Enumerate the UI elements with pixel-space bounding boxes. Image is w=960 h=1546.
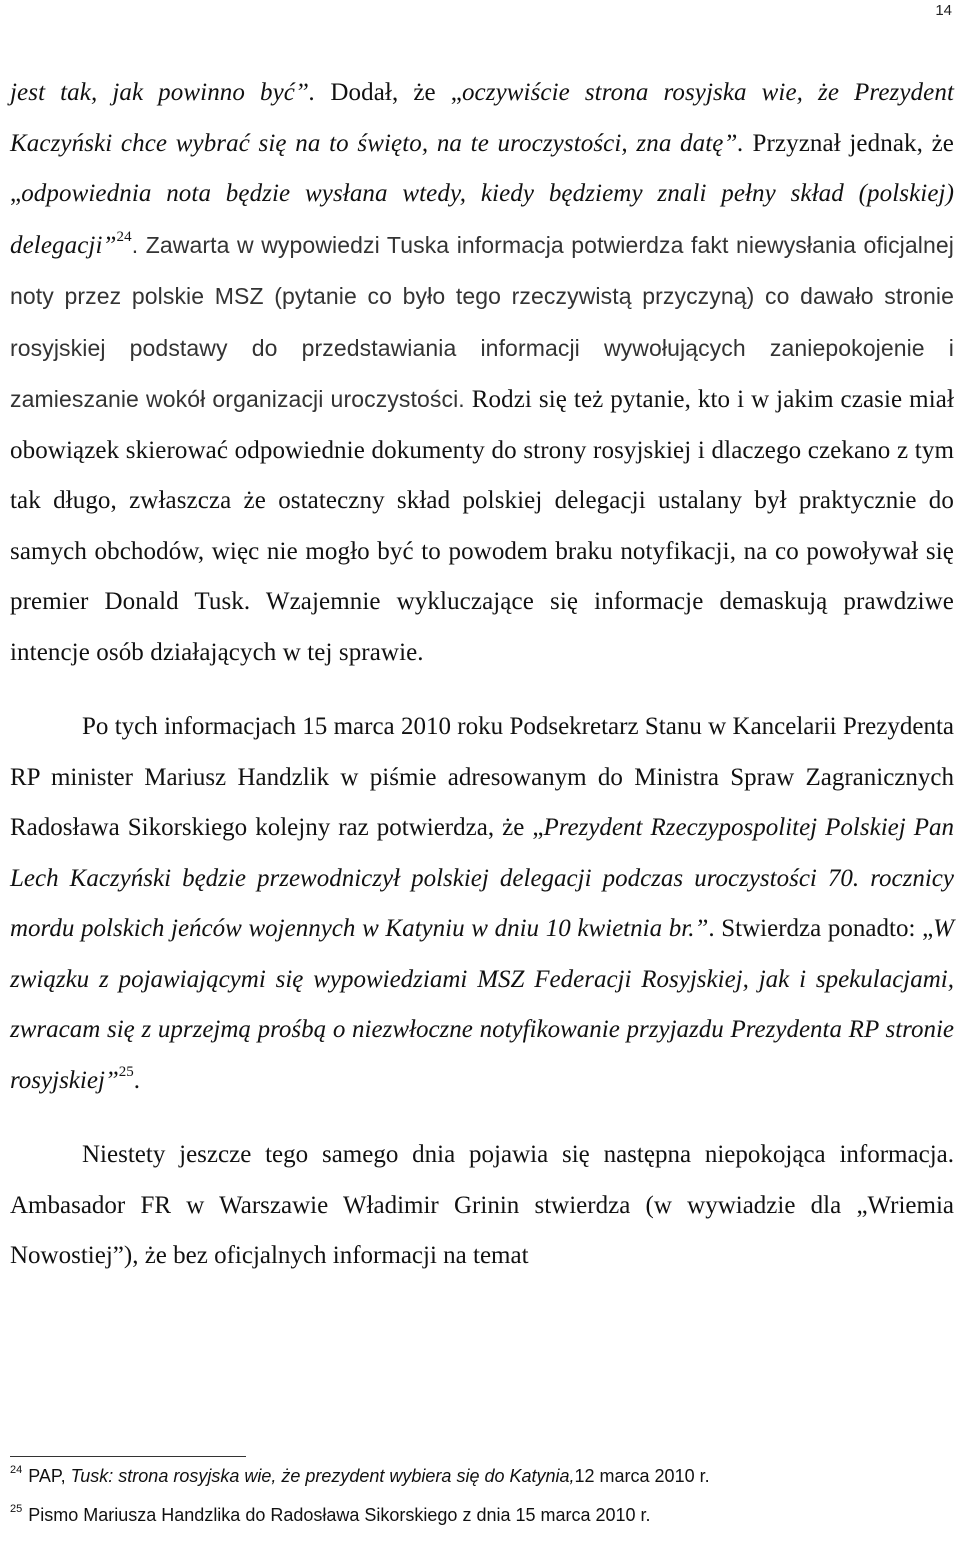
footnote-title: Tusk: strona rosyjska wie, że prezydent wybiera się do Katynia, [70, 1466, 575, 1486]
text-run: Dodał, że „ [330, 79, 462, 106]
footnote-text: Pismo Mariusza Handzlika do Radosława Sikorskiego z dnia 15 marca 2010 r. [28, 1505, 651, 1525]
footnote-reference: 24 [116, 229, 132, 246]
quote-italic: jest tak, jak powinno być”. [10, 79, 331, 106]
text-run: . Zawarta w wypowiedzi Tuska informacja potwierdza fakt niewysłania oficjalnej noty przez polskie MSZ (pytanie co było tego rzeczywistą przyczyną) co dawało stronie rosyjskiej podstawy do przedstawiania informacji wywołujących zaniepokojenie i zamieszanie wokół organizacji uroczystości. [10, 231, 954, 412]
text-run: Niestety jeszcze tego samego dnia pojawia się następna niepokojąca informacja. Ambasador FR w Warszawie Władimir Grinin stwierdza (w wywiadzie dla „Wriemia Nowostiej”), że bez oficjalnych informacji na temat [10, 1141, 954, 1269]
footnote-number: 25 [10, 1503, 23, 1515]
quote-italic: Prezydent Rzeczypospolitej Polskiej Pan Lech Kaczyński będzie przewodniczył polskiej delegacji podczas uroczystości 70. rocznicy mordu polskich jeńców wojennych w Katyniu w dniu 10 kwietnia br.” [10, 814, 954, 942]
footnote [10, 1504, 954, 1526]
paragraph [10, 702, 954, 1106]
paragraph [10, 68, 954, 678]
footnote-divider [10, 1456, 246, 1457]
quote-italic: odpowiednia nota będzie wysłana wtedy, kiedy będziemy znali pełny skład (polskiej) delegacji” [10, 180, 954, 259]
footnote [10, 1465, 954, 1487]
quote-italic: W związku z pojawiającymi się wypowiedziami MSZ Federacji Rosyjskiej, jak i spekulacjami, zwracam się z uprzejmą prośbą o niezwłoczne notyfikowanie przyjazdu Prezydenta RP stronie rosyjskiej” [10, 915, 954, 1094]
text-run: . [133, 1066, 141, 1094]
footnote-suffix: 12 marca 2010 r. [574, 1466, 710, 1486]
footnotes-section [10, 1456, 954, 1543]
quote-italic: oczywiście strona rosyjska wie, że Prezydent Kaczyński chce wybrać się na to święto, na te uroczystości, zna datę”. [10, 79, 954, 157]
footnote-prefix: PAP, [28, 1466, 71, 1486]
paragraph [10, 1130, 954, 1282]
main-text [10, 68, 954, 1282]
text-run: . Stwierdza ponadto: „ [708, 915, 934, 942]
footnote-reference: 25 [118, 1064, 134, 1081]
text-run: Rodzi się też pytanie, kto i w jakim czasie miał obowiązek skierować odpowiednie dokumenty do strony rosyjskiej i dlaczego czekano z tym tak długo, zwłaszcza że ostateczny skład polskiej delegacji ustalany był praktycznie do samych obchodów, więc nie mogło być to powodem braku notyfikacji, na co powoływał się premier Donald Tusk. Wzajemnie wykluczające się informacje demaskują prawdziwe intencje osób działających w tej sprawie. [10, 386, 954, 666]
footnote-number: 24 [10, 1464, 23, 1476]
page-number: 14 [935, 2, 952, 19]
text-run: Przyznał jednak, że „ [10, 129, 955, 207]
text-run: Po tych informacjach 15 marca 2010 roku Podsekretarz Stanu w Kancelarii Prezydenta RP minister Mariusz Handzlik w piśmie adresowanym do Ministra Spraw Zagranicznych Radosława Sikorskiego kolejny raz potwierdza, że „ [10, 713, 954, 841]
